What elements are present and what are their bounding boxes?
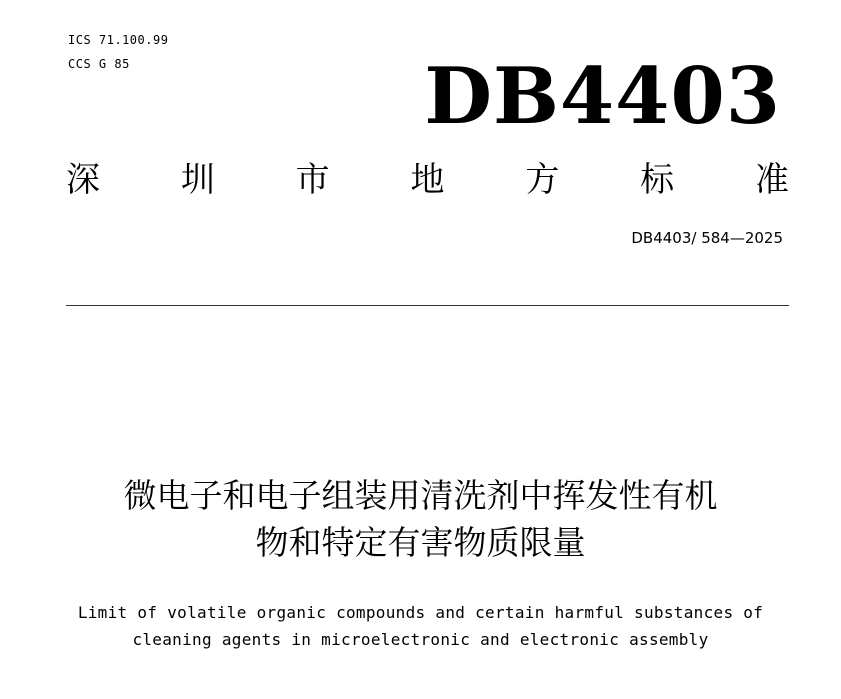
standard-type-char: 准 [754, 160, 789, 200]
chinese-title [0, 472, 841, 566]
english-title-line-1: Limit of volatile organic compounds and certain harmful substances of [77, 603, 764, 622]
chinese-title-line-2: 物和特定有害物质限量 [255, 523, 586, 562]
standard-number: DB4403/ 584—2025 [631, 229, 783, 247]
ics-code: ICS 71.100.99 [68, 33, 169, 47]
english-title [0, 599, 841, 653]
divider-line [66, 305, 789, 306]
standard-type-char: 地 [410, 160, 445, 200]
english-title-line-2: cleaning agents in microelectronic and electronic assembly [132, 630, 709, 649]
standard-type-char: 标 [640, 160, 675, 200]
chinese-title-line-1: 微电子和电子组装用清洗剂中挥发性有机 [123, 476, 718, 515]
standard-type-char: 深 [66, 160, 100, 200]
standard-type-char: 方 [525, 160, 560, 200]
standard-type-char: 市 [295, 160, 330, 200]
standard-logo: DB4403 [424, 51, 781, 142]
ccs-code: CCS G 85 [68, 57, 130, 71]
standard-type-char: 圳 [180, 160, 215, 200]
standard-type-heading [66, 160, 789, 200]
